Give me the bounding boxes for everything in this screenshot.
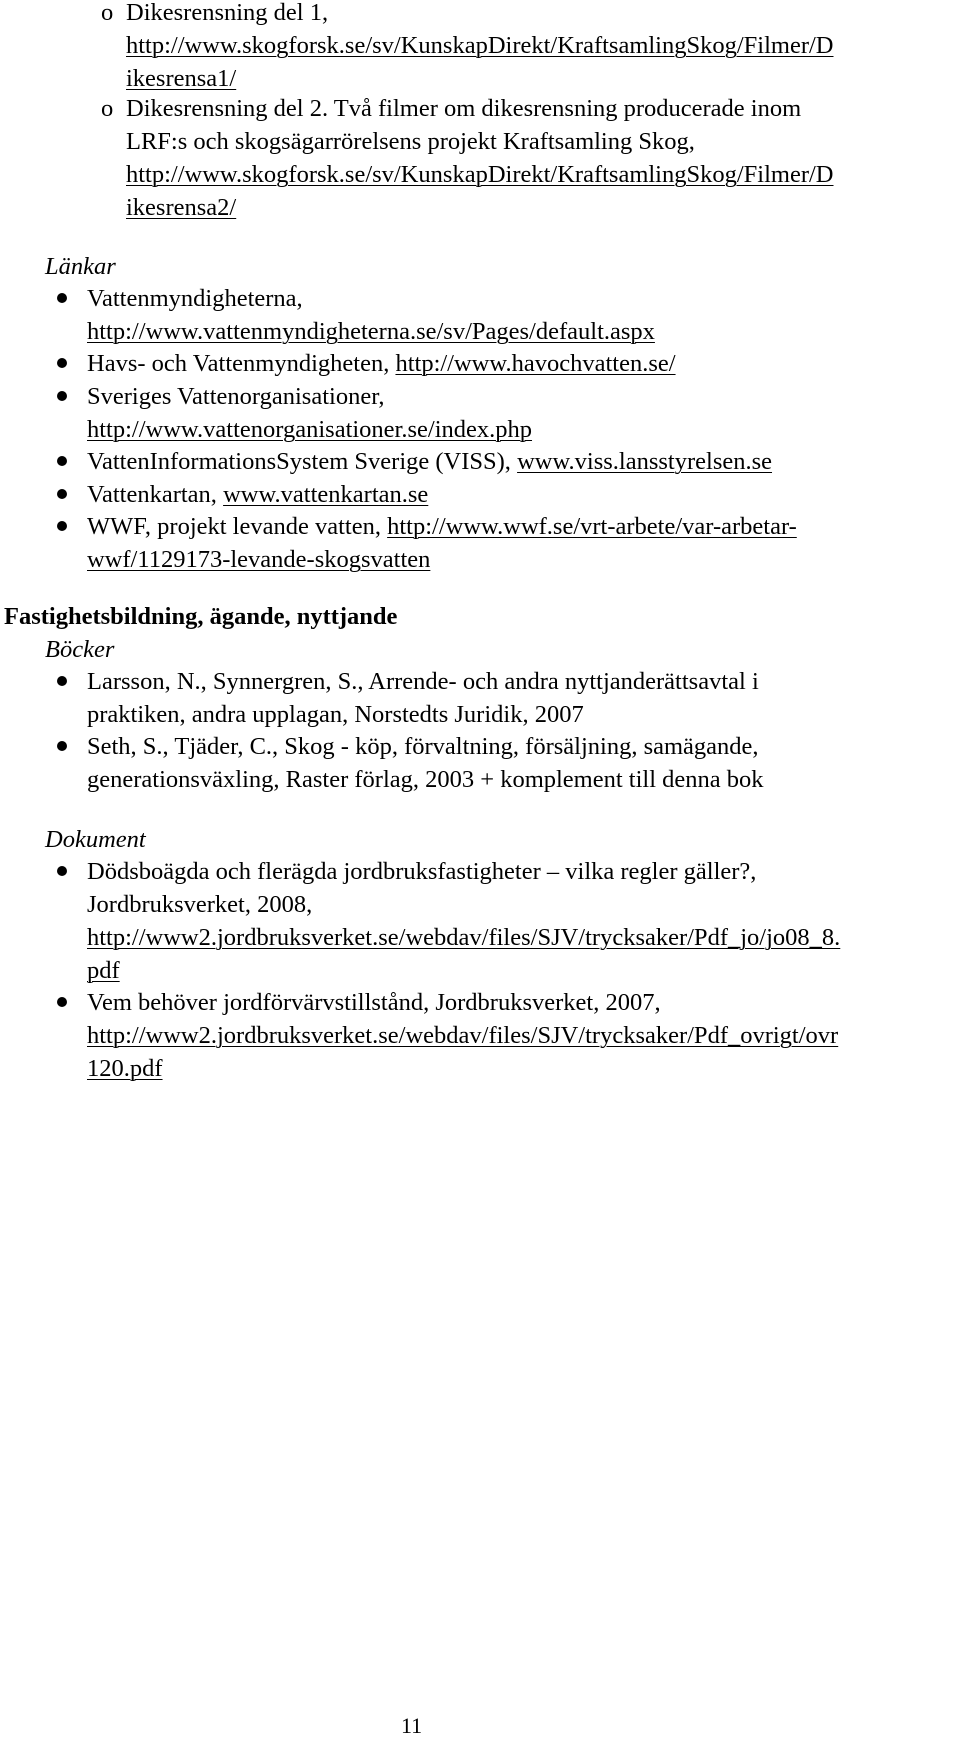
bullet-icon <box>57 358 67 368</box>
bullet-icon <box>57 997 67 1007</box>
document-item-cont: Jordbruksverket, 2008, <box>87 891 313 918</box>
document-item: Dödsboägda och flerägda jordbruksfastigheter – vilka regler gäller?, <box>87 858 757 885</box>
link-jordbruksverket-1[interactable]: http://www2.jordbruksverket.se/webdav/files/SJV/trycksaker/Pdf_jo/jo08_8. <box>87 924 841 951</box>
book-item: Larsson, N., Synnergren, S., Arrende- och andra nyttjanderättsavtal i <box>87 668 759 695</box>
link-vattenmyndigheterna[interactable]: http://www.vattenmyndigheterna.se/sv/Pages/default.aspx <box>87 318 655 345</box>
book-item: Seth, S., Tjäder, C., Skog - köp, förvaltning, försäljning, samägande, <box>87 733 759 760</box>
link-item-havochvatten: Havs- och Vattenmyndigheten, http://www.havochvatten.se/ <box>87 350 676 377</box>
link-jordbruksverket-1-cont[interactable]: pdf <box>87 957 120 984</box>
link-vattenkartan[interactable]: www.vattenkartan.se <box>223 481 429 508</box>
film-desc-2: LRF:s och skogsägarrörelsens projekt Kraftsamling Skog, <box>126 128 695 155</box>
bullet-icon <box>57 866 67 876</box>
lankar-heading: Länkar <box>45 253 116 280</box>
film-link-2-cont[interactable]: ikesrensa2/ <box>126 194 237 221</box>
link-jordbruksverket-2-cont[interactable]: 120.pdf <box>87 1055 163 1082</box>
dokument-heading: Dokument <box>45 826 146 853</box>
sub-bullet-marker: o <box>101 95 114 122</box>
bullet-icon <box>57 741 67 751</box>
link-havochvatten[interactable]: http://www.havochvatten.se/ <box>395 350 676 377</box>
bocker-heading: Böcker <box>45 636 115 663</box>
link-wwf[interactable]: http://www.wwf.se/vrt-arbete/var-arbetar- <box>387 513 797 540</box>
bullet-icon <box>57 293 67 303</box>
sub-bullet-marker: o <box>101 0 114 26</box>
link-wwf-cont[interactable]: wwf/1129173-levande-skogsvatten <box>87 546 431 573</box>
bullet-icon <box>57 676 67 686</box>
bullet-icon <box>57 456 67 466</box>
film-link-1-cont[interactable]: ikesrensa1/ <box>126 65 237 92</box>
bullet-icon <box>57 391 67 401</box>
page-number: 11 <box>401 1713 423 1738</box>
film-link-2[interactable]: http://www.skogforsk.se/sv/KunskapDirekt/KraftsamlingSkog/Filmer/D <box>126 161 834 188</box>
film-title-2: Dikesrensning del 2. Två filmer om dikesrensning producerade inom <box>126 95 802 122</box>
link-item-text: Sveriges Vattenorganisationer, <box>87 383 385 410</box>
film-link-1[interactable]: http://www.skogforsk.se/sv/KunskapDirekt/KraftsamlingSkog/Filmer/D <box>126 32 834 59</box>
book-item-cont: generationsväxling, Raster förlag, 2003 + komplement till denna bok <box>87 766 764 793</box>
book-item-cont: praktiken, andra upplagan, Norstedts Juridik, 2007 <box>87 701 584 728</box>
section-title: Fastighetsbildning, ägande, nyttjande <box>4 603 398 630</box>
link-item-wwf: WWF, projekt levande vatten, http://www.wwf.se/vrt-arbete/var-arbetar- <box>87 513 797 540</box>
link-item-text: Vattenmyndigheterna, <box>87 285 303 312</box>
bullet-icon <box>57 521 67 531</box>
link-viss[interactable]: www.viss.lansstyrelsen.se <box>517 448 773 475</box>
document-item: Vem behöver jordförvärvstillstånd, Jordbruksverket, 2007, <box>87 989 661 1016</box>
link-vattenorganisationer[interactable]: http://www.vattenorganisationer.se/index.php <box>87 416 533 443</box>
film-title-1: Dikesrensning del 1, <box>126 0 329 26</box>
link-item-vattenkartan: Vattenkartan, www.vattenkartan.se <box>87 481 429 508</box>
link-item-viss: VattenInformationsSystem Sverige (VISS), www.viss.lansstyrelsen.se <box>87 448 773 475</box>
bullet-icon <box>57 489 67 499</box>
link-jordbruksverket-2[interactable]: http://www2.jordbruksverket.se/webdav/files/SJV/trycksaker/Pdf_ovrigt/ovr <box>87 1022 839 1049</box>
